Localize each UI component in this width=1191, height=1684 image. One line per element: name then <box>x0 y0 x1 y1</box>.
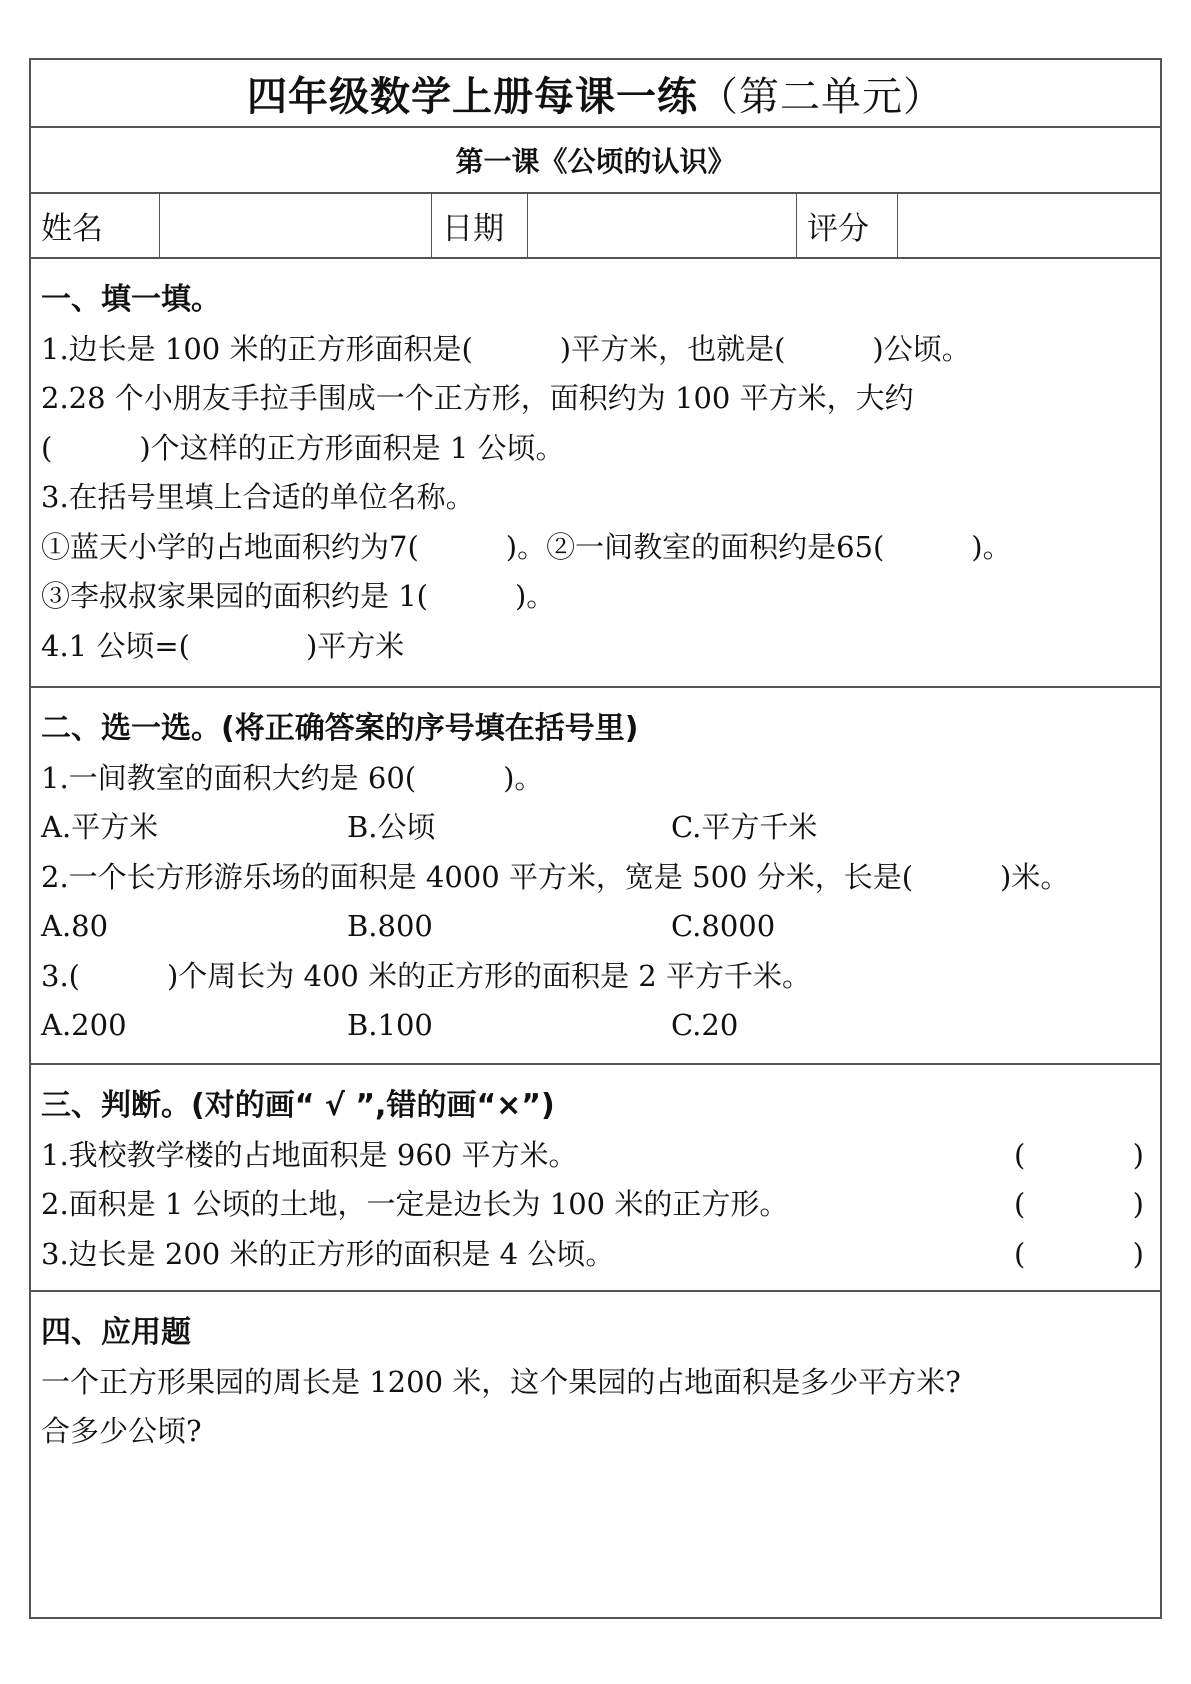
question-line: 3.( )个周长为 400 米的正方形的面积是 2 平方千米。 <box>41 958 811 993</box>
title-row <box>31 60 1160 128</box>
section-heading: 三、判断。(对的画“ √ ”,错的画“×”) <box>41 1088 555 1123</box>
question-line: 4.1 公顷=( )平方米 <box>41 628 405 663</box>
section-heading: 四、应用题 <box>41 1315 191 1350</box>
judge-item <box>41 1180 1150 1230</box>
answer-blank[interactable] <box>1014 1131 1144 1181</box>
name-field[interactable] <box>160 194 432 257</box>
option-b: B.公顷 <box>347 810 436 844</box>
section-word-problem <box>31 1292 1160 1617</box>
close-paren: ) <box>1132 1137 1144 1172</box>
lesson-title: 第一课《公顷的认识》 <box>455 145 736 178</box>
section-multiple-choice <box>31 688 1160 1065</box>
open-paren: ( <box>1014 1236 1026 1271</box>
question-line: 2.一个长方形游乐场的面积是 4000 平方米，宽是 500 分米，长是( )米。 <box>41 859 1070 894</box>
judge-statement: 1.我校教学楼的占地面积是 960 平方米。 <box>41 1137 578 1172</box>
answer-blank[interactable] <box>1014 1230 1144 1280</box>
title-unit: （第二单元） <box>698 73 944 120</box>
question-line: 2.28 个小朋友手拉手围成一个正方形，面积约为 100 平方米，大约 <box>41 381 914 415</box>
option-c: C.20 <box>671 1008 739 1042</box>
judge-item <box>41 1131 1150 1181</box>
question-line: ( )个这样的正方形面积是 1 公顷。 <box>41 430 565 465</box>
subtitle-row <box>31 128 1160 194</box>
close-paren: ) <box>1132 1187 1144 1221</box>
question-line: ①蓝天小学的占地面积约为7( )。②一间教室的面积约是65( )。 <box>41 529 1012 564</box>
date-label: 日期 <box>432 194 528 257</box>
answer-options <box>41 803 1150 853</box>
section-true-false <box>31 1065 1160 1292</box>
option-b: B.800 <box>347 909 433 943</box>
problem-line: 合多少公顷? <box>41 1414 202 1448</box>
title-main: 四年级数学上册每课一练 <box>247 73 698 120</box>
problem-line: 一个正方形果园的周长是 1200 米，这个果园的占地面积是多少平方米? <box>41 1364 961 1399</box>
option-c: C.平方千米 <box>671 810 818 844</box>
section-fill-in <box>31 259 1160 688</box>
answer-blank[interactable] <box>1014 1180 1144 1230</box>
judge-statement: 2.面积是 1 公顷的土地，一定是边长为 100 米的正方形。 <box>41 1187 789 1221</box>
date-field[interactable] <box>528 194 797 257</box>
option-c: C.8000 <box>671 909 776 943</box>
open-paren: ( <box>1014 1187 1026 1221</box>
score-label: 评分 <box>797 194 898 257</box>
option-a: A.平方米 <box>41 810 159 844</box>
page-title <box>247 65 944 122</box>
question-line: 1.边长是 100 米的正方形面积是( )平方米，也就是( )公顷。 <box>41 331 971 366</box>
judge-item <box>41 1230 1150 1280</box>
answer-area[interactable] <box>41 1457 1150 1637</box>
name-label: 姓名 <box>31 194 160 257</box>
open-paren: ( <box>1014 1137 1026 1172</box>
section-heading: 一、填一填。 <box>41 282 221 317</box>
option-a: A.80 <box>41 909 109 943</box>
close-paren: ) <box>1132 1236 1144 1271</box>
option-a: A.200 <box>41 1008 127 1042</box>
question-line: ③李叔叔家果园的面积约是 1( )。 <box>41 579 556 613</box>
score-field[interactable] <box>898 194 1160 257</box>
worksheet-table <box>29 58 1162 1619</box>
student-info-row <box>31 194 1160 259</box>
answer-options <box>41 1001 1150 1051</box>
section-heading: 二、选一选。(将正确答案的序号填在括号里) <box>41 711 639 746</box>
question-line: 1.一间教室的面积大约是 60( )。 <box>41 760 544 795</box>
answer-options <box>41 902 1150 952</box>
option-b: B.100 <box>347 1008 433 1042</box>
question-line: 3.在括号里填上合适的单位名称。 <box>41 480 475 514</box>
judge-statement: 3.边长是 200 米的正方形的面积是 4 公顷。 <box>41 1236 615 1271</box>
